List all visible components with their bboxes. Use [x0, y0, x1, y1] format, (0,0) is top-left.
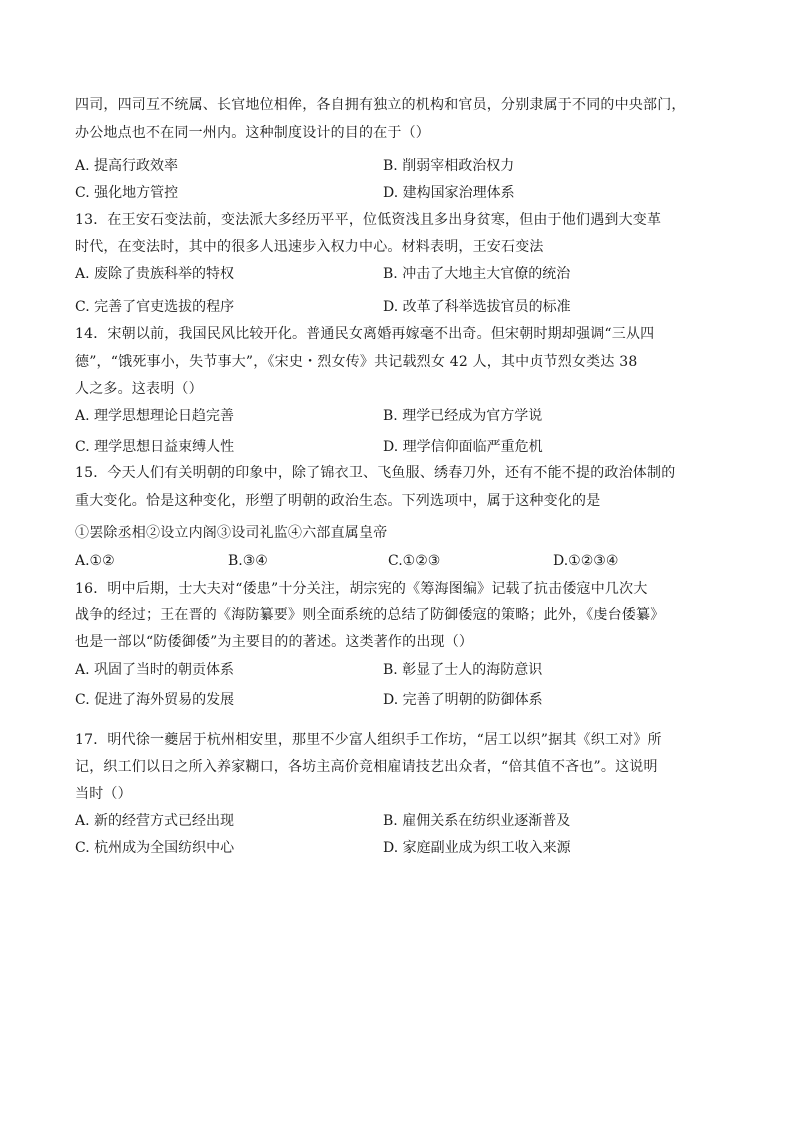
q16-option-a: A. 巩固了当时的朝贡体系 [75, 662, 235, 678]
q17-option-a: A. 新的经营方式已经出现 [75, 813, 235, 829]
q17-stem-line-2: 记，织工们以日之所入养家糊口，各坊主高价竞相雇请技艺出众者，“倍其值不吝也”。这说明 [75, 759, 658, 775]
q13-option-b: B. 冲击了大地主大官僚的统治 [383, 266, 571, 282]
q15-option-a: A.①② [75, 553, 115, 569]
q12-option-b: B. 削弱宰相政治权力 [383, 158, 515, 174]
q15-option-d: D.①②③④ [553, 553, 619, 569]
q16-option-d: D. 完善了明朝的防御体系 [383, 692, 543, 708]
q14-option-b: B. 理学已经成为官方学说 [383, 408, 543, 424]
q15-option-c: C.①②③ [388, 553, 441, 569]
q12-option-a: A. 提高行政效率 [75, 158, 179, 174]
q15-option-b: B.③④ [228, 553, 268, 569]
q16-option-c: C. 促进了海外贸易的发展 [75, 692, 235, 708]
q16-option-b: B. 彰显了士人的海防意识 [383, 662, 543, 678]
q16-stem-line-2: 战争的经过；王在晋的《海防纂要》则全面系统的总结了防御倭寇的策略；此外，《虔台倭纂》 [75, 607, 665, 623]
q13-stem-line-1: 13．在王安石变法前，变法派大多经历平平，位低资浅且多出身贫寒，但由于他们遇到大变革 [75, 212, 662, 228]
q15-stem-line-1: 15．今天人们有关明朝的印象中，除了锦衣卫、飞鱼服、绣春刀外，还有不能不提的政治体制的 [75, 465, 676, 481]
q12-option-c: C. 强化地方管控 [75, 185, 179, 201]
q17-stem-line-3: 当时（） [75, 786, 132, 802]
q13-stem-line-2: 时代，在变法时，其中的很多人迅速步入权力中心。材料表明，王安石变法 [75, 239, 544, 255]
q14-stem-line-3: 人之多。这表明（） [75, 381, 203, 397]
q12-stem-line-2: 办公地点也不在同一州内。这种制度设计的目的在于（） [75, 125, 430, 141]
q14-stem-line-2: 德”，“饿死事小，失节事大”，《宋史・烈女传》共记载烈女 42 人，其中贞节烈女类达 38 [75, 354, 638, 370]
q15-stem-line-3: ①罢除丞相②设立内阁③设司礼监④六部直属皇帝 [75, 525, 388, 541]
q16-stem-line-3: 也是一部以“防倭御倭”为主要目的的著述。这类著作的出现（） [75, 634, 474, 650]
q12-stem-line-1: 四司，四司互不统属、长官地位相侔，各自拥有独立的机构和官员，分别隶属于不同的中央部门， [75, 97, 686, 113]
q17-stem-line-1: 17．明代徐一夔居于杭州相安里，那里不少富人组织手工作坊，“居工以织”据其《织工对》所 [75, 732, 662, 748]
q15-stem-line-2: 重大变化。恰是这种变化，形塑了明朝的政治生态。下列选项中，属于这种变化的是 [75, 493, 601, 509]
q12-option-d: D. 建构国家治理体系 [383, 185, 515, 201]
q16-stem-line-1: 16．明中后期，士大夫对“倭患”十分关注，胡宗宪的《筹海图编》记载了抗击倭寇中几次大 [75, 581, 648, 597]
q13-option-a: A. 废除了贵族科举的特权 [75, 266, 235, 282]
q13-option-c: C. 完善了官吏选拔的程序 [75, 299, 235, 315]
q14-option-c: C. 理学思想日益束缚人性 [75, 439, 235, 455]
q17-option-d: D. 家庭副业成为织工收入来源 [383, 840, 571, 856]
q17-option-b: B. 雇佣关系在纺织业逐渐普及 [383, 813, 571, 829]
q17-option-c: C. 杭州成为全国纺织中心 [75, 840, 235, 856]
q13-option-d: D. 改革了科举选拔官员的标准 [383, 299, 571, 315]
q14-option-d: D. 理学信仰面临严重危机 [383, 439, 543, 455]
q14-option-a: A. 理学思想理论日趋完善 [75, 408, 235, 424]
q14-stem-line-1: 14．宋朝以前，我国民风比较开化。普通民女离婚再嫁毫不出奇。但宋朝时期却强调“三从四 [75, 326, 655, 342]
